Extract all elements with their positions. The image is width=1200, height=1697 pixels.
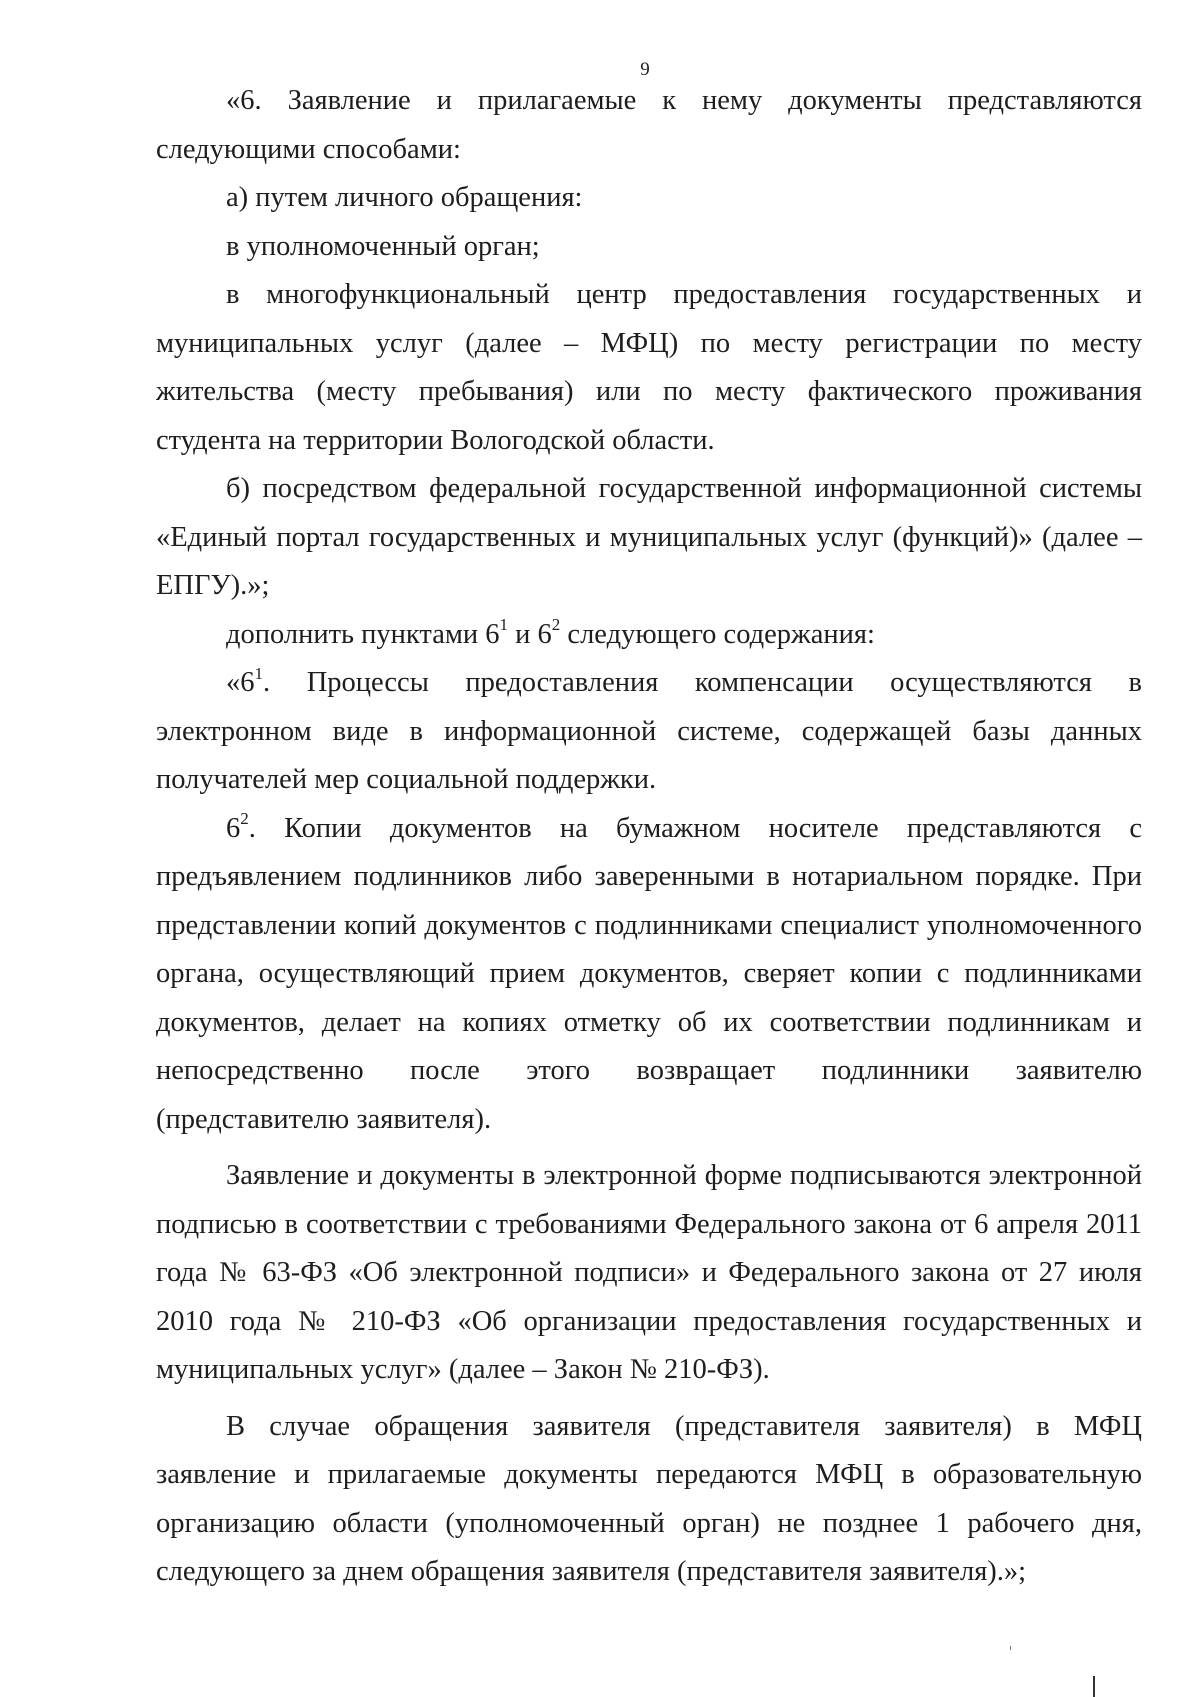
supplement-text-b: и 6 [508, 618, 552, 650]
paragraph-item-6: «6. Заявление и прилагаемые к нему документы представляются следующими способами: [156, 85, 1142, 165]
superscript-2: 2 [551, 615, 561, 634]
item-6-1-superscript: 1 [254, 663, 263, 683]
paragraph-mfc-transfer: В случае обращения заявителя (представителя заявителя) в МФЦ заявление и прилагаемые документы передаются МФЦ в образовательную организацию области (уполномоченный орган) не позднее 1 рабочего дня, следующего за днем обращения заявителя (представителя заявителя).»; [156, 1410, 1142, 1587]
supplement-text-a: дополнить пунктами 6 [226, 618, 500, 650]
paragraph-supplement [156, 611, 1142, 660]
superscript-1: 1 [499, 615, 509, 634]
supplement-text-c: следующего содержания: [560, 618, 875, 650]
scan-mark [1093, 1676, 1095, 1697]
scan-speck [1010, 1646, 1011, 1650]
paragraph-mfc: в многофункциональный центр предоставления государственных и муниципальных услуг (далее – МФЦ) по месту регистрации по месту жительства (месту пребывания) или по месту фактического проживания студента на территории Вологодской области. [156, 279, 1142, 456]
page-number: 9 [640, 59, 650, 80]
item-6-2-number: 6 [226, 812, 241, 844]
paragraph-item-6-1 [156, 659, 1142, 805]
paragraph-electronic-signature: Заявление и документы в электронной форме подписываются электронной подписью в соответствии с требованиями Федерального закона от 6 апреля 2011 года № 63-ФЗ «Об электронной подписи» и Федерального закона от 27 июля 2010 года № 210-ФЗ «Об организации предоставления государственных и муниципальных услуг» (далее – Закон № 210-ФЗ). [156, 1160, 1142, 1385]
paragraph-method-a: а) путем личного обращения: [226, 182, 583, 213]
item-6-2-text: . Копии документов на бумажном носителе представляются с предъявлением подлинников либо заверенными в нотариальном порядке. При представлении копий документов с подлинниками специалист уполномоченного органа, осуществляющий прием документов, сверяет копии с подлинниками документов, делает на копиях отметку об их соответствии подлинникам и непосредственно после этого возвращает подлинники заявителю (представителю заявителя). [156, 812, 1142, 1135]
paragraph-authorized-body: в уполномоченный орган; [226, 230, 540, 262]
paragraph-item-6-2 [156, 805, 1142, 1145]
item-6-1-number: «6 [226, 667, 255, 698]
item-6-1-text: . Процессы предоставления компенсации осуществляются в электронном виде в информационной системе, содержащей базы данных получателей мер социальной поддержки. [156, 667, 1142, 795]
paragraph-method-b: б) посредством федеральной государственной информационной системы «Единый портал государственных и муниципальных услуг (функций)» (далее – ЕПГУ).»; [156, 473, 1142, 601]
document-body [156, 77, 1142, 1597]
item-6-2-superscript: 2 [240, 809, 249, 828]
